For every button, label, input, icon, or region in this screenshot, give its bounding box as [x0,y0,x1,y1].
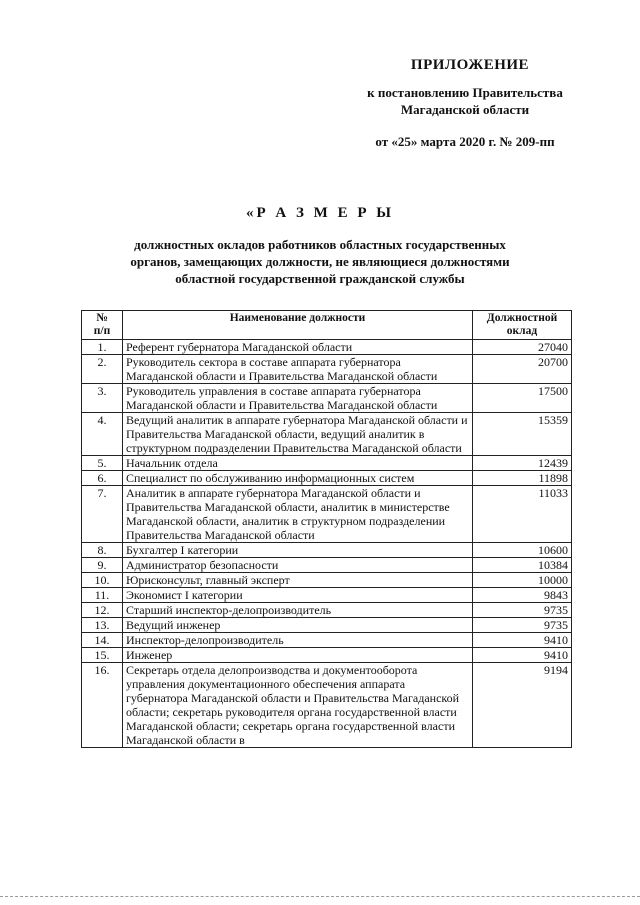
row-number: 7. [82,486,123,543]
position-name: Старший инспектор-делопроизводитель [123,603,473,618]
position-name: Администратор безопасности [123,558,473,573]
position-name: Референт губернатора Магаданской области [123,340,473,355]
row-number: 1. [82,340,123,355]
salary-value: 17500 [473,384,572,413]
document-title: «Р А З М Е Р Ы [246,205,394,221]
table-row [82,603,572,618]
salary-value: 9410 [473,648,572,663]
salary-value: 10000 [473,573,572,588]
position-name: Ведущий аналитик в аппарате губернатора Магаданской области и Правительства Магаданской области, ведущий аналитик в структурном подразделении Правительства Магаданской области [123,413,473,456]
salary-table [81,310,572,748]
table-header-row [82,311,572,340]
header-num [82,311,123,340]
row-number: 10. [82,573,123,588]
table-row [82,384,572,413]
table-row [82,633,572,648]
position-name: Ведущий инженер [123,618,473,633]
header-num-line2: п/п [93,325,111,337]
salary-value: 12439 [473,456,572,471]
salary-value: 27040 [473,340,572,355]
row-number: 13. [82,618,123,633]
table-row [82,573,572,588]
row-number: 6. [82,471,123,486]
position-name: Руководитель управления в составе аппарата губернатора Магаданской области и Правительства Магаданской области [123,384,473,413]
appendix-resolution-line2: Магаданской области [400,102,530,117]
appendix-resolution-line1: к постановлению Правительства [367,85,563,100]
row-number: 16. [82,663,123,748]
table-row [82,648,572,663]
salary-value: 20700 [473,355,572,384]
position-name: Секретарь отдела делопроизводства и документооборота управления документационного обеспечения аппарата губернатора Магаданской области и Правительства Магаданской области; секретарь руководителя органа государственной власти Магаданской области; секретарь органа государственной власти Магаданской области в [123,663,473,748]
table-row [82,355,572,384]
row-number: 2. [82,355,123,384]
row-number: 9. [82,558,123,573]
salary-value: 9735 [473,618,572,633]
header-salary-line2: оклад [506,325,538,337]
salary-value: 9735 [473,603,572,618]
table-row [82,543,572,558]
row-number: 3. [82,384,123,413]
table-row [82,588,572,603]
table-row [82,413,572,456]
salary-value: 9194 [473,663,572,748]
salary-value: 10384 [473,558,572,573]
table-row [82,618,572,633]
salary-value: 11033 [473,486,572,543]
row-number: 4. [82,413,123,456]
document-subtitle-line2: органов, замещающих должности, не являющиеся должностями [130,254,510,269]
table-body [82,340,572,748]
row-number: 12. [82,603,123,618]
table-row [82,663,572,748]
header-name: Наименование должности [123,311,473,340]
position-name: Бухгалтер I категории [123,543,473,558]
position-name: Юрисконсульт, главный эксперт [123,573,473,588]
document-subtitle-line1: должностных окладов работников областных государственных [134,237,506,252]
document-subtitle-line3: областной государственной гражданской службы [175,271,465,286]
position-name: Аналитик в аппарате губернатора Магаданской области и Правительства Магаданской области, аналитик в министерстве Магаданской области, аналитик в структурном подразделении Правительства Магаданской области [123,486,473,543]
row-number: 11. [82,588,123,603]
position-name: Начальник отдела [123,456,473,471]
salary-value: 11898 [473,471,572,486]
document-heading [60,205,580,287]
salary-value: 15359 [473,413,572,456]
table-row [82,340,572,355]
position-name: Руководитель сектора в составе аппарата губернатора Магаданской области и Правительства Магаданской области [123,355,473,384]
bottom-divider [0,896,640,897]
row-number: 5. [82,456,123,471]
salary-value: 10600 [473,543,572,558]
position-name: Инспектор-делопроизводитель [123,633,473,648]
position-name: Инженер [123,648,473,663]
table-row [82,486,572,543]
appendix-date: от «25» марта 2020 г. № 209-пп [375,134,555,149]
header-salary [473,311,572,340]
table-row [82,471,572,486]
salary-value: 9843 [473,588,572,603]
salary-value: 9410 [473,633,572,648]
position-name: Экономист I категории [123,588,473,603]
appendix-title: ПРИЛОЖЕНИЕ [410,57,530,73]
row-number: 8. [82,543,123,558]
header-num-line1: № [96,312,108,324]
appendix-block [330,57,600,150]
row-number: 14. [82,633,123,648]
table-row [82,456,572,471]
table-row [82,558,572,573]
header-salary-line1: Должностной [486,312,558,324]
row-number: 15. [82,648,123,663]
position-name: Специалист по обслуживанию информационных систем [123,471,473,486]
